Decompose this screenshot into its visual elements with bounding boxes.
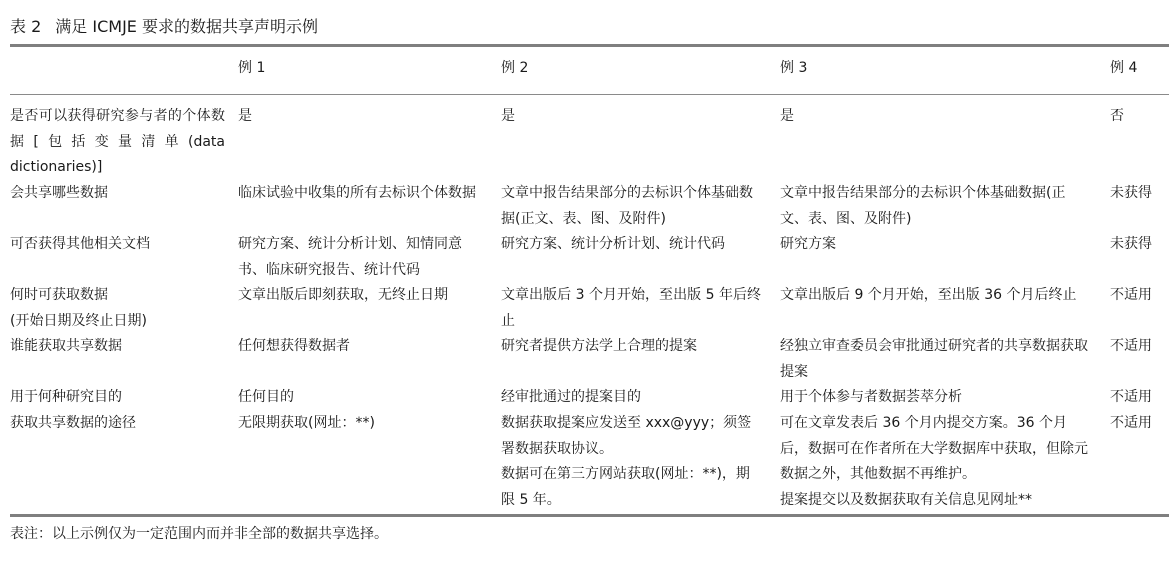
row-label-availability-line2: (开始日期及终止日期) [10,312,147,329]
header-example-3: 例 3 [780,60,808,76]
row-label-other-documents: 可否获得其他相关文档 [10,236,150,252]
top-rule [10,44,1169,47]
cell-r7-ex2 [501,411,761,513]
cell-r2-ex4: 未获得 [1110,185,1152,201]
cell-r4-ex4: 不适用 [1110,287,1152,303]
cell-r5-ex1: 任何想获得数据者 [238,338,350,354]
cell-r2-ex1: 临床试验中收集的所有去标识个体数据 [238,185,476,201]
cell-r7-ex1: 无限期获取(网址：**) [238,415,375,431]
cell-r5-ex3: 经独立审查委员会审批通过研究者的共享数据获取提案 [780,338,1088,380]
cell-r7-ex2-para1: 数据获取提案应发送至 xxx@yyy；须签署数据获取协议。 [501,415,752,457]
cell-r3-ex3: 研究方案 [780,236,836,252]
cell-r1-ex4: 否 [1110,108,1124,124]
table-title [10,16,318,38]
cell-r4-ex1: 文章出版后即刻获取，无终止日期 [238,287,448,303]
cell-r6-ex4: 不适用 [1110,389,1152,405]
cell-r6-ex1: 任何目的 [238,389,294,405]
cell-r6-ex3: 用于个体参与者数据荟萃分析 [780,389,962,405]
cell-r5-ex2: 研究者提供方法学上合理的提案 [501,338,697,354]
cell-r7-ex3-para2: 提案提交以及数据获取有关信息见网址** [780,491,1032,508]
cell-r4-ex2: 文章出版后 3 个月开始，至出版 5 年后终止 [501,287,761,329]
header-example-2: 例 2 [501,60,529,76]
row-label-access-method: 获取共享数据的途径 [10,415,136,431]
cell-r5-ex4: 不适用 [1110,338,1152,354]
cell-r6-ex2: 经审批通过的提案目的 [501,389,641,405]
cell-r2-ex3: 文章中报告结果部分的去标识个体基础数据(正文、表、图、及附件) [780,185,1066,227]
cell-r2-ex2: 文章中报告结果部分的去标识个体基础数据(正文、表、图、及附件) [501,185,753,227]
header-rule [10,94,1169,95]
cell-r1-ex1: 是 [238,108,252,124]
cell-r3-ex4: 未获得 [1110,236,1152,252]
cell-r1-ex3: 是 [780,108,794,124]
cell-r7-ex3-para1: 可在文章发表后 36 个月内提交方案。36 个月后，数据可在作者所在大学数据库中获取，但除元数据之外，其他数据不再维护。 [780,415,1088,482]
cell-r1-ex2: 是 [501,108,515,124]
row-label-who-can-access: 谁能获取共享数据 [10,338,122,354]
bottom-rule [10,514,1169,517]
row-label-purpose: 用于何种研究目的 [10,389,122,405]
table-footnote: 表注：以上示例仅为一定范围内而并非全部的数据共享选择。 [10,526,388,542]
row-label-shared-data: 会共享哪些数据 [10,185,108,201]
cell-r7-ex3 [780,411,1090,513]
cell-r7-ex4: 不适用 [1110,415,1152,431]
cell-r3-ex2: 研究方案、统计分析计划、统计代码 [501,236,725,252]
row-label-individual-data: 是否可以获得研究参与者的个体数据[包括变量清单(data dictionaries)] [10,108,225,175]
row-label-availability-period [10,283,225,334]
row-label-availability-line1: 何时可获取数据 [10,287,108,303]
table-number: 表 2 [10,17,42,36]
header-example-1: 例 1 [238,60,266,76]
cell-r3-ex1: 研究方案、统计分析计划、知情同意书、临床研究报告、统计代码 [238,236,462,278]
cell-r7-ex2-para2: 数据可在第三方网站获取(网址：**)，期限 5 年。 [501,466,750,508]
table-title-text: 满足 ICMJE 要求的数据共享声明示例 [55,17,318,36]
cell-r4-ex3: 文章出版后 9 个月开始，至出版 36 个月后终止 [780,287,1077,303]
header-example-4: 例 4 [1110,60,1138,76]
